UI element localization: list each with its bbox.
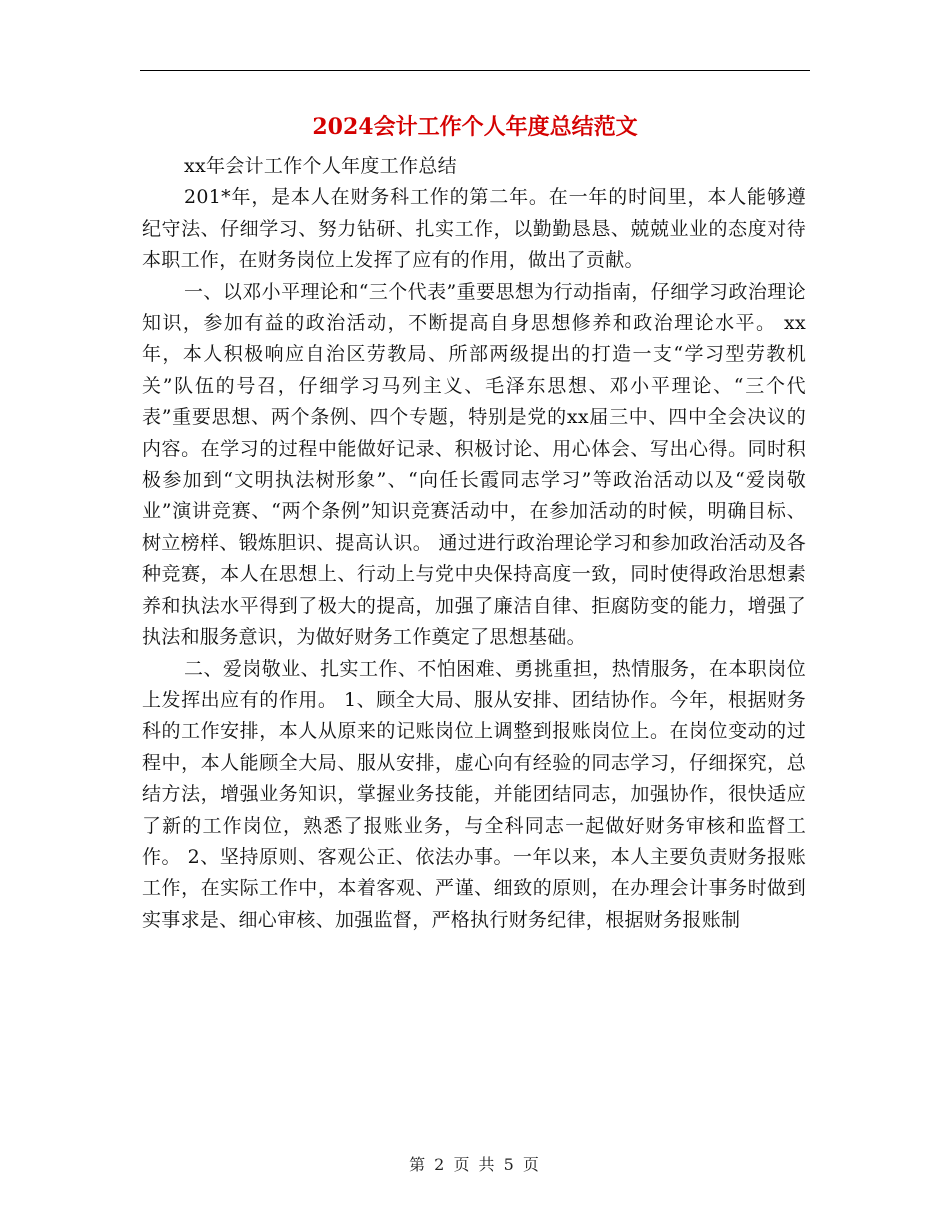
header-rule (140, 70, 810, 71)
paragraph: 二、爱岗敬业、扎实工作、不怕困难、勇挑重担，热情服务，在本职岗位上发挥出应有的作用。 1、顾全大局、服从安排、团结协作。今年，根据财务科的工作安排，本人从原来的记账岗位上调整到报账岗位上。在岗位变动的过程中，本人能顾全大局、服从安排，虚心向有经验的同志学习，仔细探究，总结方法，增强业务知识，掌握业务技能，并能团结同志，加强协作，很快适应了新的工作岗位，熟悉了报账业务，与全科同志一起做好财务审核和监督工作。 2、坚持原则、客观公正、依法办事。一年以来，本人主要负责财务报账工作，在实际工作中，本着客观、严谨、细致的原则，在办理会计事务时做到实事求是、细心审核、加强监督，严格执行财务纪律，根据财务报账制 (142, 657, 806, 931)
document-title: 2024会计工作个人年度总结范文 (312, 114, 638, 140)
paragraph: 201*年，是本人在财务科工作的第二年。在一年的时间里，本人能够遵纪守法、仔细学习、努力钻研、扎实工作，以勤勤恳恳、兢兢业业的态度对待本职工作，在财务岗位上发挥了应有的作用，做出了贡献。 (142, 186, 806, 272)
document-body (142, 151, 806, 936)
page-number-footer: 第 2 页 共 5 页 (409, 1155, 541, 1174)
document-subtitle: xx年会计工作个人年度工作总结 (184, 155, 457, 177)
paragraph: 一、以邓小平理论和“三个代表”重要思想为行动指南，仔细学习政治理论知识，参加有益的政治活动，不断提高自身思想修养和政治理论水平。 xx年，本人积极响应自治区劳教局、所部两级提出的打造一支“学习型劳教机关”队伍的号召，仔细学习马列主义、毛泽东思想、邓小平理论、“三个代表”重要思想、两个条例、四个专题，特别是党的xx届三中、四中全会决议的内容。在学习的过程中能做好记录、积极讨论、用心体会、写出心得。同时积极参加到“文明执法树形象”、“向任长霞同志学习”等政治活动以及“爱岗敬业”演讲竞赛、“两个条例”知识竞赛活动中，在参加活动的时候，明确目标、树立榜样、锻炼胆识、提高认识。 通过进行政治理论学习和参加政治活动及各种竞赛，本人在思想上、行动上与党中央保持高度一致，同时使得政治思想素养和执法水平得到了极大的提高，加强了廉洁自律、拒腐防变的能力，增强了执法和服务意识，为做好财务工作奠定了思想基础。 (142, 280, 806, 649)
